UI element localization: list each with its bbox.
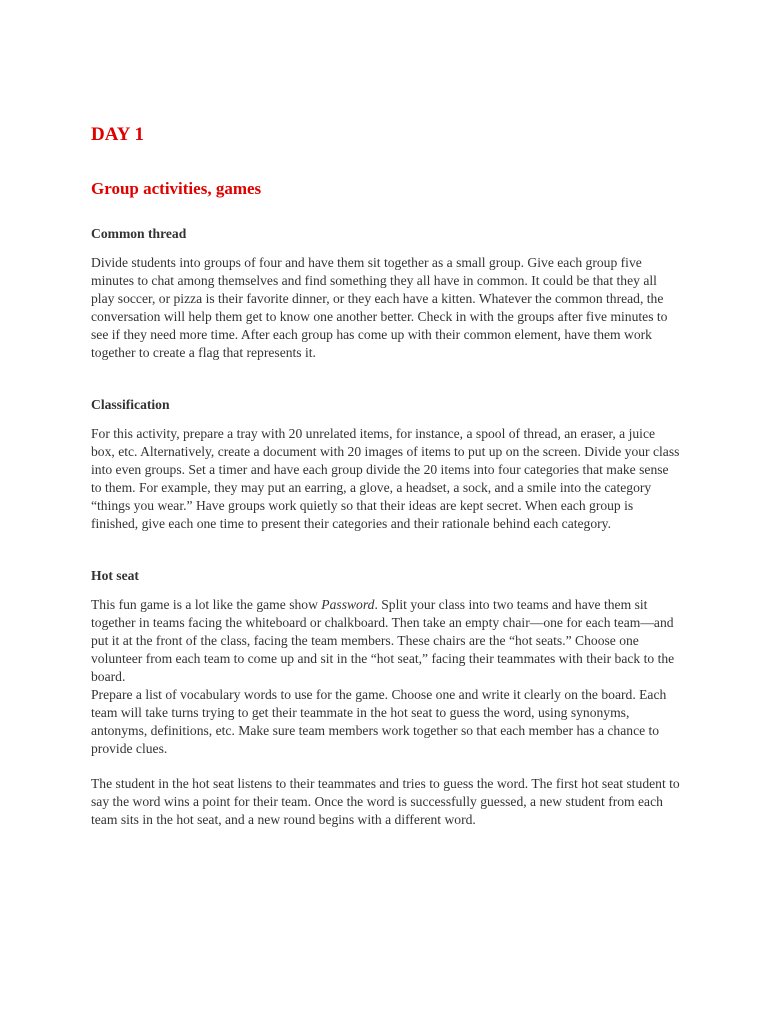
activity-hot-seat xyxy=(91,567,681,829)
document-content xyxy=(91,123,681,829)
activity-heading-hot-seat: Hot seat xyxy=(91,568,139,583)
day-title: DAY 1 xyxy=(91,124,144,145)
activity-classification xyxy=(91,396,681,533)
intro-text-before: This fun game is a lot like the game show xyxy=(91,597,322,612)
activity-paragraph: Prepare a list of vocabulary words to use for the game. Choose one and write it clearly on the board. Each team will take turns trying to get their teammate in the hot seat to guess the word, using synonyms, antonyms, definitions, etc. Make sure team members work together so that each member has a chance to provide clues. xyxy=(91,687,667,756)
game-show-title: Password xyxy=(321,597,375,612)
activity-paragraph: Divide students into groups of four and have them sit together as a small group. Give each group five minutes to chat among themselves and find something they all have in common. It could be that they all play soccer, or pizza is their favorite dinner, or they each have a kitten. Whatever the common thread, the conversation will help them get to know one another better. Check in with the groups after five minutes to see if they need more time. After each group has come up with their common element, have them work together to create a flag that represents it. xyxy=(91,255,668,360)
activity-paragraph-intro xyxy=(91,596,681,686)
activity-heading-classification: Classification xyxy=(91,397,170,412)
activity-paragraph: For this activity, prepare a tray with 20 unrelated items, for instance, a spool of thread, an eraser, a juice box, etc. Alternatively, create a document with 20 images of items to put up on the screen. Divide your class into even groups. Set a timer and have each group divide the 20 items into four categories that make sense to them. For example, they may put an earring, a glove, a headset, a sock, and a smile into the category “things you wear.” Have groups work quietly so that their ideas are kept secret. When each group is finished, give each one time to present their categories and their rationale behind each category. xyxy=(91,426,680,531)
activity-heading-common-thread: Common thread xyxy=(91,226,187,241)
activity-paragraph: The student in the hot seat listens to their teammates and tries to guess the word. The first hot seat student to say the word wins a point for their team. Once the word is successfully guessed, a new student from each team sits in the hot seat, and a new round begins with a different word. xyxy=(91,776,680,827)
activity-common-thread xyxy=(91,225,681,362)
intro-text-after: . Split your class into two teams and have them sit together in teams facing the whiteboard or chalkboard. Then take an empty chair—one for each team—and put it at the front of the class, facing the team members. These chairs are the “hot seats.” Choose one volunteer from each team to come up and sit in the “hot seat,” facing their teammates with their back to the board. xyxy=(91,597,675,684)
section-title: Group activities, games xyxy=(91,179,262,198)
